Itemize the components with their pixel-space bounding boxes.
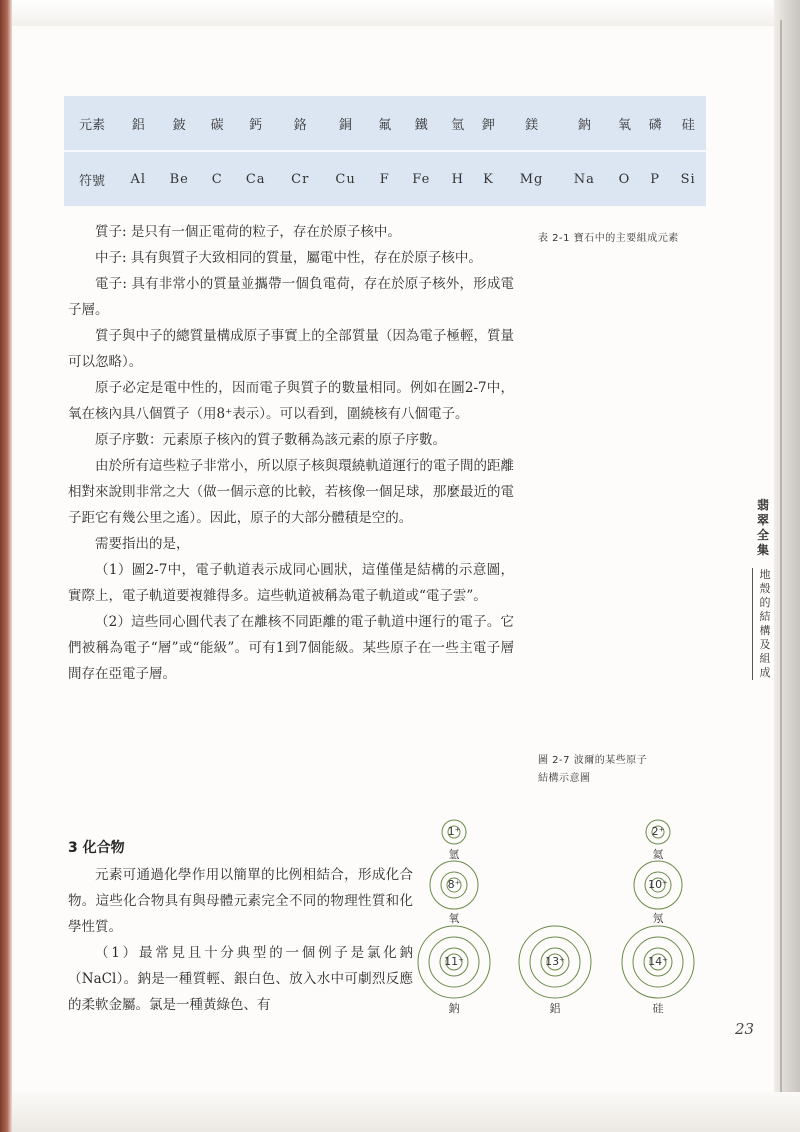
paragraph: 質子與中子的總質量構成原子事實上的全部質量（因為電子極輕，質量可以忽略）。: [68, 328, 514, 370]
figure-caption-line2: 結構示意圖: [538, 773, 591, 784]
element-name: 氫: [443, 96, 474, 151]
element-name: 銅: [322, 96, 370, 151]
atom-name: 硅: [652, 1002, 664, 1015]
element-symbol: F: [379, 171, 390, 187]
paragraph: （1）圖2-7中，電子軌道表示成同心圓狀，這僅僅是結構的示意圖，實際上，電子軌道要複雜得多。這些軌道被稱為電子軌道或“電子雲”。: [68, 562, 514, 604]
book-spine: [0, 0, 12, 1132]
element-name: 鈣: [233, 96, 279, 151]
paragraph: 原子必定是電中性的，因而電子與質子的數量相同。例如在圖2-7中，氧在核內具八個質子（用8⁺表示）。可以看到，圍繞核有八個電子。: [68, 380, 514, 422]
atom-name: 氖: [652, 912, 664, 925]
element-symbol: Fe: [412, 171, 431, 187]
series-title: 翡翠全集: [756, 498, 769, 557]
nucleus-charge: 10⁺: [648, 878, 668, 891]
element-symbol: C: [211, 171, 223, 187]
nucleus-charge: 11⁺: [444, 955, 464, 968]
paragraph: 電子: 具有非常小的質量並攜帶一個負電荷，存在於原子核外，形成電子層。: [68, 276, 514, 318]
nucleus-charge: 2⁺: [651, 825, 665, 838]
nucleus-charge: 8⁺: [447, 878, 461, 891]
atom-name: 鈉: [448, 1002, 460, 1015]
element-symbol: H: [451, 171, 464, 187]
element-name: 鈉: [559, 96, 609, 151]
element-symbol-row: [64, 151, 706, 206]
page-bottom-edge: [12, 1092, 800, 1132]
element-symbol: Cu: [335, 171, 356, 187]
element-name: 碳: [202, 96, 233, 151]
atom-name: 氫: [448, 848, 460, 861]
element-name-row: [64, 96, 706, 151]
element-name: 磷: [640, 96, 671, 151]
page-top-edge: [12, 0, 800, 26]
element-symbol: Ca: [245, 171, 266, 187]
atom-diagram: [414, 812, 704, 1022]
page-right-edge: [774, 0, 800, 1132]
element-name: 鋁: [120, 96, 157, 151]
element-name: 鈹: [157, 96, 202, 151]
table-row-header: 符號: [78, 173, 105, 189]
chapter-title: 地殼的結構及組成: [752, 568, 773, 680]
element-name: 氧: [609, 96, 640, 151]
nucleus-charge: 14⁺: [648, 955, 668, 968]
element-symbol: Al: [130, 171, 147, 187]
element-name: 鐵: [400, 96, 442, 151]
element-symbol: Mg: [519, 171, 544, 187]
paragraph: 元素可通過化學作用以簡單的比例相結合，形成化合物。這些化合物具有與母體元素完全不同的物理性質和化學性質。: [68, 867, 413, 935]
element-name: 鉻: [279, 96, 322, 151]
paragraph: 中子: 具有與質子大致相同的質量，屬電中性，存在於原子核中。: [95, 250, 482, 266]
atom-name: 氦: [652, 848, 664, 861]
element-symbol: Be: [169, 171, 189, 187]
atom-name: 氧: [448, 912, 460, 925]
element-symbol: Na: [573, 171, 595, 187]
section-heading: 3 化合物: [68, 840, 125, 856]
element-symbol: K: [483, 171, 494, 187]
element-symbol: P: [650, 171, 660, 187]
paragraph: 質子: 是只有一個正電荷的粒子，存在於原子核中。: [95, 224, 401, 240]
atom-name: 鋁: [549, 1002, 561, 1015]
element-name: 鉀: [473, 96, 504, 151]
element-name: 氟: [369, 96, 400, 151]
paragraph: 由於所有這些粒子非常小，所以原子核與環繞軌道運行的電子間的距離相對來說則非常之大（做一個示意的比較，若核像一個足球，那麼最近的電子距它有幾公里之遙）。因此，原子的大部分體積是空的。: [68, 458, 514, 526]
element-symbol: Cr: [291, 171, 310, 187]
figure-caption-line1: 圖 2-7 波爾的某些原子: [538, 755, 648, 766]
paragraph: （2）這些同心圓代表了在離核不同距離的電子軌道中運行的電子。它們被稱為電子“層”或“能級”。可有1到7個能級。某些原子在一些主電子層間存在亞電子層。: [68, 614, 514, 682]
paragraph: 原子序數：元素原子核內的質子數稱為該元素的原子序數。: [95, 432, 446, 448]
element-table: [64, 96, 706, 206]
main-text: [68, 219, 514, 687]
element-symbol: O: [618, 171, 631, 187]
paragraph: （1）最常見且十分典型的一個例子是氯化鈉（NaCl）。鈉是一種質輕、銀白色、放入水中可劇烈反應的柔軟金屬。氯是一種黃綠色、有: [68, 945, 413, 1013]
element-name: 硅: [670, 96, 706, 151]
table-caption: 表 2-1 寶石中的主要組成元素: [538, 233, 679, 244]
element-name: 鎂: [504, 96, 560, 151]
nucleus-charge: 13⁺: [545, 955, 565, 968]
table-row-header: 元素: [64, 96, 120, 151]
nucleus-charge: 1⁺: [447, 825, 461, 838]
section-text: [68, 862, 413, 1018]
element-symbol: Si: [680, 171, 696, 187]
paragraph: 需要指出的是，: [95, 536, 190, 552]
page-number: 23: [735, 1020, 755, 1038]
